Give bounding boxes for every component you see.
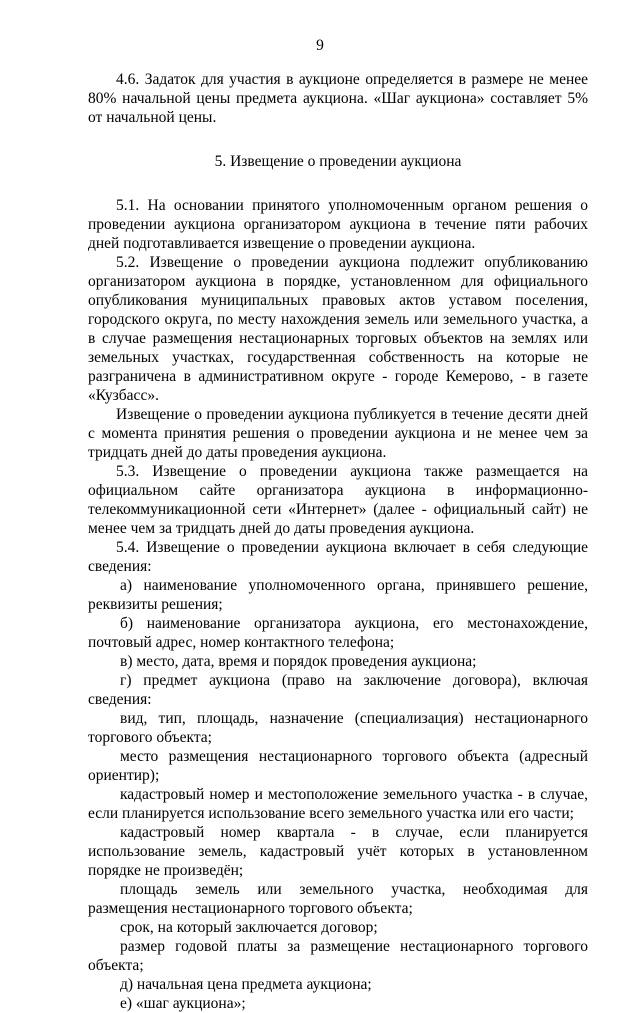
paragraph-5-4: 5.4. Извещение о проведении аукциона включает в себя следующие сведения:: [88, 539, 588, 575]
sub-item-cadastral-number: кадастровый номер и местоположение земельного участка - в случае, если планируется использование всего земельного участка или его части;: [88, 786, 588, 822]
list-item-v: в) место, дата, время и порядок проведения аукциона;: [120, 653, 477, 670]
paragraph-4-6: 4.6. Задаток для участия в аукционе определяется в размере не менее 80% начальной цены предмета аукциона. «Шаг аукциона» составляет 5% от начальной цены.: [88, 71, 588, 126]
paragraph-5-3: 5.3. Извещение о проведении аукциона также размещается на официальном сайте организатора аукциона в информационно-телекоммуникационной сети «Интернет» (далее - официальный сайт) не менее чем за тридцать дней до даты проведения аукциона.: [88, 463, 588, 537]
page-number: 9: [316, 37, 324, 54]
paragraph-5-2-publication: Извещение о проведении аукциона публикуется в течение десяти дней с момента принятия решения о проведении аукциона и не менее чем за тридцать дней до даты проведения аукциона.: [88, 406, 588, 461]
list-item-g: г) предмет аукциона (право на заключение договора), включая сведения:: [88, 672, 588, 708]
paragraph-5-1: 5.1. На основании принятого уполномоченным органом решения о проведении аукциона организатором аукциона в течение пяти рабочих дней подготавливается извещение о проведении аукциона.: [88, 197, 588, 252]
sub-item-object-type: вид, тип, площадь, назначение (специализация) нестационарного торгового объекта;: [88, 710, 588, 746]
list-item-e: е) «шаг аукциона»;: [120, 995, 246, 1012]
list-item-d: д) начальная цена предмета аукциона;: [120, 976, 372, 993]
document-body: [88, 70, 588, 1013]
sub-item-area: площадь земель или земельного участка, необходимая для размещения нестационарного торгового объекта;: [88, 881, 588, 917]
list-item-b: б) наименование организатора аукциона, его местонахождение, почтовый адрес, номер контактного телефона;: [88, 615, 588, 651]
paragraph-5-2: 5.2. Извещение о проведении аукциона подлежит опубликованию организатором аукциона в порядке, установленном для официального опубликования муниципальных правовых актов уставом поселения, городского округа, по месту нахождения земель или земельного участка, а в случае размещения нестационарных торговых объектов на землях или земельных участках, государственная собственность на которые не разграничена в административном округе - городе Кемерово, - в газете «Кузбасс».: [88, 254, 588, 404]
list-item-a: а) наименование уполномоченного органа, принявшего решение, реквизиты решения;: [88, 577, 588, 613]
sub-item-annual-fee: размер годовой платы за размещение нестационарного торгового объекта;: [88, 938, 588, 974]
sub-item-quarter-number: кадастровый номер квартала - в случае, если планируется использование земель, кадастровый учёт которых в установленном порядке не произведён;: [88, 824, 588, 879]
section-heading-5: 5. Извещение о проведении аукциона: [214, 153, 462, 170]
sub-item-term: срок, на который заключается договор;: [120, 919, 378, 936]
sub-item-placement: место размещения нестационарного торгового объекта (адресный ориентир);: [88, 748, 588, 784]
